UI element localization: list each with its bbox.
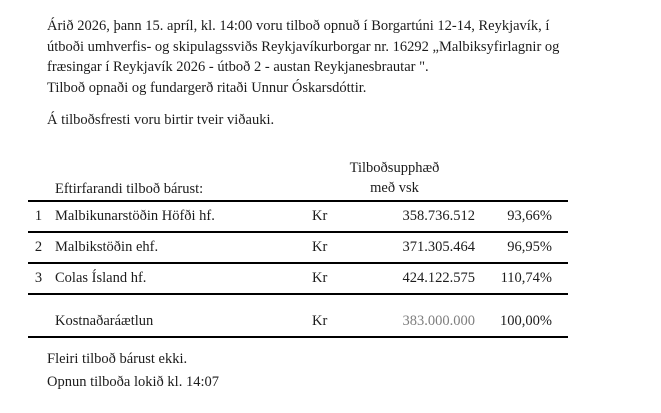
- intro-line-2: útboði umhverfis- og skipulagssviðs Reykjavíkurborgar nr. 16292 „Malbiksyfirlagnir og: [47, 38, 560, 55]
- closing-paragraph: [47, 348, 641, 393]
- amount-header-line-1: Tilboðsupphæð: [349, 160, 440, 176]
- currency-label: Kr: [312, 208, 328, 224]
- intro-line-3: fræsingar í Reykjavík 2026 - útboð 2 - austan Reykjanesbrautar ".: [47, 59, 429, 75]
- bidder-name: Malbikunarstöðin Höfði hf.: [55, 208, 215, 224]
- bid-percent: 110,74%: [500, 270, 552, 286]
- estimate-amount: 383.000.000: [402, 313, 475, 329]
- bidder-name: Colas Ísland hf.: [55, 270, 147, 286]
- closing-line-1: Fleiri tilboð bárust ekki.: [47, 351, 188, 367]
- addendum-note: Á tilboðsfresti voru birtir tveir viðauki.: [47, 112, 275, 128]
- currency-label: Kr: [312, 313, 328, 329]
- intro-line-4: Tilboð opnaði og fundargerð ritaði Unnur Óskarsdóttir.: [47, 79, 367, 96]
- bids-table-header: [28, 158, 568, 202]
- bid-number: 3: [34, 270, 43, 286]
- estimate-percent: 100,00%: [500, 313, 552, 329]
- cost-estimate-row: [28, 307, 568, 338]
- amount-column-header: [308, 158, 481, 198]
- estimate-label: Kostnaðaráætlun: [55, 313, 154, 329]
- bid-number: 1: [34, 208, 43, 224]
- table-row: [28, 233, 568, 264]
- bid-number: 2: [34, 239, 43, 255]
- bid-percent: 96,95%: [507, 239, 552, 255]
- bid-percent: 93,66%: [507, 208, 552, 224]
- intro-line-1: Árið 2026, þann 15. apríl, kl. 14:00 voru tilboð opnuð í Borgartúni 12-14, Reykjavík, í: [47, 18, 550, 34]
- currency-label: Kr: [312, 239, 328, 255]
- intro-paragraph: [47, 16, 641, 98]
- currency-label: Kr: [312, 270, 328, 286]
- bid-amount: 371.305.464: [402, 239, 475, 255]
- bid-amount: 358.736.512: [402, 208, 475, 224]
- bid-amount: 424.122.575: [402, 270, 475, 286]
- closing-line-2: Opnun tilboða lokið kl. 14:07: [47, 373, 219, 390]
- bidder-name: Malbikstöðin ehf.: [55, 239, 159, 255]
- table-row: [28, 264, 568, 295]
- amount-header-line-2: með vsk: [370, 180, 419, 196]
- table-row: [28, 202, 568, 233]
- bids-received-header: Eftirfarandi tilboð bárust:: [55, 181, 204, 197]
- bids-table: [28, 158, 568, 338]
